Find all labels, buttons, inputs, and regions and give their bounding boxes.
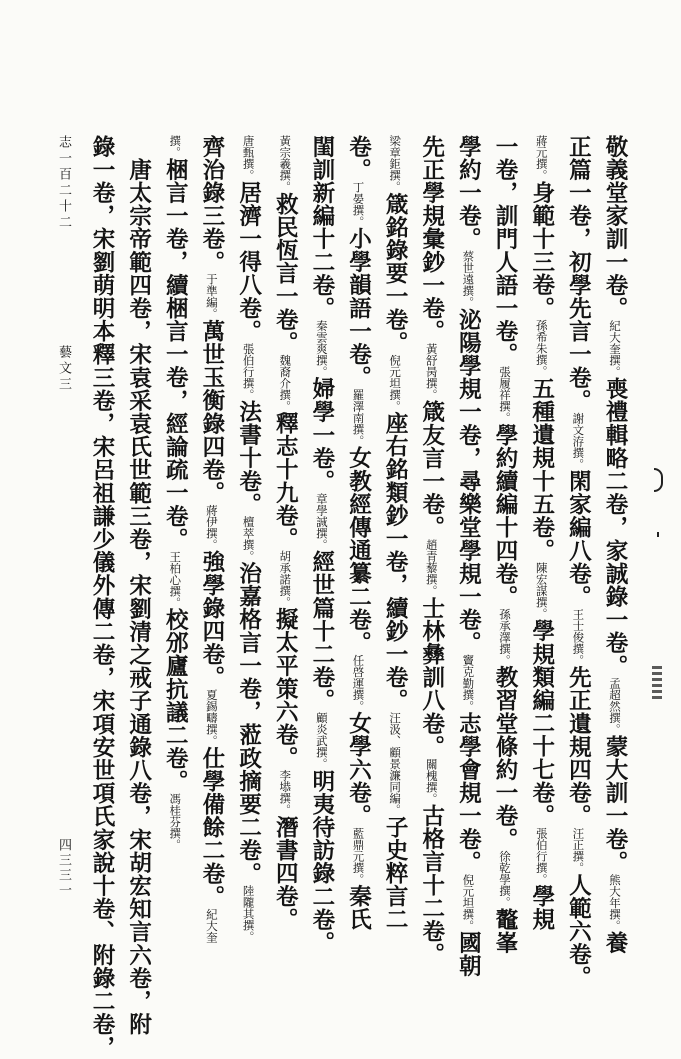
main-text: 國朝 — [455, 931, 482, 978]
main-text: 明夷待訪錄二卷。 — [308, 769, 335, 955]
text-column-15 — [88, 135, 115, 1059]
main-text: 卷。 — [345, 135, 372, 182]
text-column-5 — [454, 135, 482, 978]
text-column-10 — [271, 135, 299, 932]
author-note: 唐甄撰。 — [241, 135, 256, 181]
main-text: 女教經傳通纂二卷。 — [345, 446, 372, 655]
main-text: 教習堂條約一卷。 — [492, 665, 519, 851]
main-text: 萬世玉衡錄四卷。 — [198, 319, 225, 505]
main-text: 正篇一卷，初學先言一卷。 — [565, 135, 592, 413]
main-text: 志學會規一卷。 — [455, 712, 482, 874]
author-note: 撰。 — [168, 135, 183, 158]
author-note: 顧炎武撰。 — [314, 712, 329, 770]
text-column-6 — [418, 135, 445, 966]
author-note: 紀大奎 — [204, 908, 219, 943]
author-note: 汪正撰。 — [571, 827, 586, 874]
main-text: 婦學一卷。 — [308, 377, 335, 493]
main-text: 先正學規彙鈔一卷。 — [418, 135, 445, 343]
text-column-11 — [235, 135, 262, 943]
main-text: 仕學備餘二卷。 — [198, 746, 225, 909]
author-note: 于準編。 — [204, 273, 219, 320]
author-note: 李塨撰。 — [278, 769, 293, 816]
author-note: 竇克勤撰。 — [461, 654, 476, 712]
main-text: 士林彝訓八卷。 — [418, 596, 445, 759]
author-note: 王士俊撰。 — [571, 608, 586, 666]
main-text: 居濟一得八卷。 — [235, 181, 262, 343]
main-text: 齊治錄三卷。 — [198, 135, 225, 274]
author-note: 汪汲、顧景濂同編。 — [388, 712, 403, 816]
main-text: 小學韻語一卷。 — [345, 227, 372, 389]
author-note: 藍鼎元撰。 — [351, 827, 366, 885]
author-note: 關槐撰。 — [424, 758, 439, 805]
author-note: 馮桂芬撰。 — [168, 793, 183, 851]
main-text: 先正遺規四卷。 — [565, 665, 592, 828]
main-text: 強學錄四卷。 — [198, 550, 225, 690]
author-note: 倪元坦撰。 — [388, 354, 403, 412]
main-text: 唐太宗帝範四卷，宋袁采袁氏世範三卷，宋劉清之戒子通錄八卷，宋胡宏知言六卷，附 — [125, 135, 152, 1036]
volume-label: 志一百二十二 — [56, 135, 71, 231]
text-column-12 — [198, 135, 225, 943]
main-text: 治嘉格言一卷，蒞政摘要二卷。 — [235, 561, 262, 886]
author-note: 蔣元撰。 — [534, 135, 549, 181]
author-note: 蔣伊撰。 — [204, 504, 219, 551]
main-text: 秦氏 — [345, 884, 372, 932]
main-text: 擬太平策六卷。 — [272, 607, 299, 770]
main-text: 學約續編十四卷。 — [492, 423, 519, 609]
author-note: 徐乾學撰。 — [498, 850, 513, 909]
main-text: 錄一卷，宋劉萌明本釋三卷，宋呂祖謙少儀外傳二卷，宋項安世項氏家說十卷、附錄二卷， — [89, 135, 115, 1059]
text-column-9 — [308, 135, 335, 955]
author-note: 王柏心撰。 — [168, 550, 183, 609]
main-text: 閑家編八卷。 — [565, 469, 592, 609]
main-text: 經世篇十二卷。 — [308, 550, 335, 713]
author-note: 胡承諾撰。 — [278, 550, 293, 608]
author-note: 任啓運撰。 — [351, 654, 366, 712]
author-note: 孫希朱撰。 — [534, 319, 549, 378]
author-note: 孫承澤撰。 — [498, 608, 513, 666]
section-label: 藝文三 — [56, 345, 71, 393]
main-text: 箴銘錄要一卷。 — [382, 192, 409, 355]
main-text: 閨訓新編十二卷。 — [308, 135, 335, 320]
author-note: 陳宏謀撰。 — [534, 561, 549, 620]
text-column-4 — [491, 135, 519, 955]
author-note: 熊大年撰。 — [607, 873, 622, 932]
author-note: 章學誠撰。 — [314, 492, 329, 551]
main-text: 身範十三卷。 — [528, 181, 555, 320]
author-note: 孟超然撰。 — [607, 677, 622, 736]
author-note: 魏裔介撰。 — [278, 354, 293, 412]
main-text: 敬義堂家訓一卷。 — [601, 135, 628, 320]
main-text: 人範六卷。 — [565, 873, 592, 990]
main-text: 鼇峯 — [492, 908, 519, 955]
main-text: 座右銘類鈔一卷，續鈔一卷。 — [382, 411, 409, 713]
main-text: 蒙大訓一卷。 — [601, 735, 628, 874]
main-text: 學規類編二十七卷。 — [528, 619, 555, 828]
text-column-13 — [161, 135, 188, 870]
main-text: 古格言十二卷。 — [418, 804, 445, 966]
author-note: 黃舒昺撰。 — [424, 342, 439, 401]
main-text: 法書十卷。 — [235, 400, 262, 516]
main-text: 養 — [601, 931, 628, 955]
author-note: 張伯行撰。 — [241, 342, 256, 401]
page-number: 四三三一 — [56, 838, 71, 898]
author-note: 丁晏撰。 — [351, 181, 366, 228]
main-text: 一卷，訓門人語一卷。 — [492, 135, 519, 366]
main-text: 梱言一卷，續梱言一卷，經論疏一卷。 — [162, 158, 189, 551]
author-note: 梁章鉅撰。 — [388, 135, 403, 193]
author-note: 夏錫疇撰。 — [204, 689, 219, 747]
author-note: 檀萃撰。 — [241, 515, 256, 562]
main-text: 箴友言一卷。 — [418, 400, 445, 540]
author-note: 黃宗羲撰。 — [278, 135, 293, 193]
main-text: 女學六卷。 — [345, 711, 372, 828]
author-note: 蔡世遠撰。 — [461, 250, 476, 308]
binding-tick-icon — [657, 532, 659, 537]
author-note: 倪元坦撰。 — [461, 873, 476, 932]
author-note: 趙青藜撰。 — [424, 539, 439, 597]
author-note: 陸隴其撰。 — [241, 885, 256, 943]
main-text: 喪禮輯略二卷，家誠錄一卷。 — [601, 377, 628, 678]
main-text: 釋志十九卷。 — [272, 411, 299, 551]
main-text: 學約一卷。 — [455, 135, 482, 251]
text-column-8 — [344, 135, 372, 932]
author-note: 秦雲爽撰。 — [314, 319, 329, 378]
author-note: 張伯行撰。 — [534, 827, 549, 885]
main-text: 子史粹言二 — [382, 815, 409, 932]
margin-stamp-icon — [652, 666, 662, 702]
author-note: 謝文洊撰。 — [571, 412, 586, 470]
main-text: 五種遺規十五卷。 — [528, 377, 555, 562]
main-text: 救民恆言一卷。 — [272, 192, 299, 355]
main-text: 學規 — [528, 884, 555, 932]
binding-mark-icon — [654, 468, 663, 492]
main-text: 泌陽學規一卷，尋樂堂學規一卷。 — [455, 308, 482, 655]
author-note: 張履祥撰。 — [498, 366, 513, 424]
main-text: 校邠廬抗議二卷。 — [162, 608, 189, 794]
main-text: 潛書四卷。 — [272, 815, 299, 932]
text-column-14 — [125, 135, 152, 1036]
text-column-1 — [601, 135, 628, 955]
author-note: 紀大奎撰。 — [607, 319, 622, 378]
vertical-text-block — [88, 135, 628, 1059]
text-column-2 — [564, 135, 592, 990]
text-column-3 — [528, 135, 555, 932]
text-column-7 — [381, 135, 409, 932]
author-note: 羅澤南撰。 — [351, 388, 366, 447]
